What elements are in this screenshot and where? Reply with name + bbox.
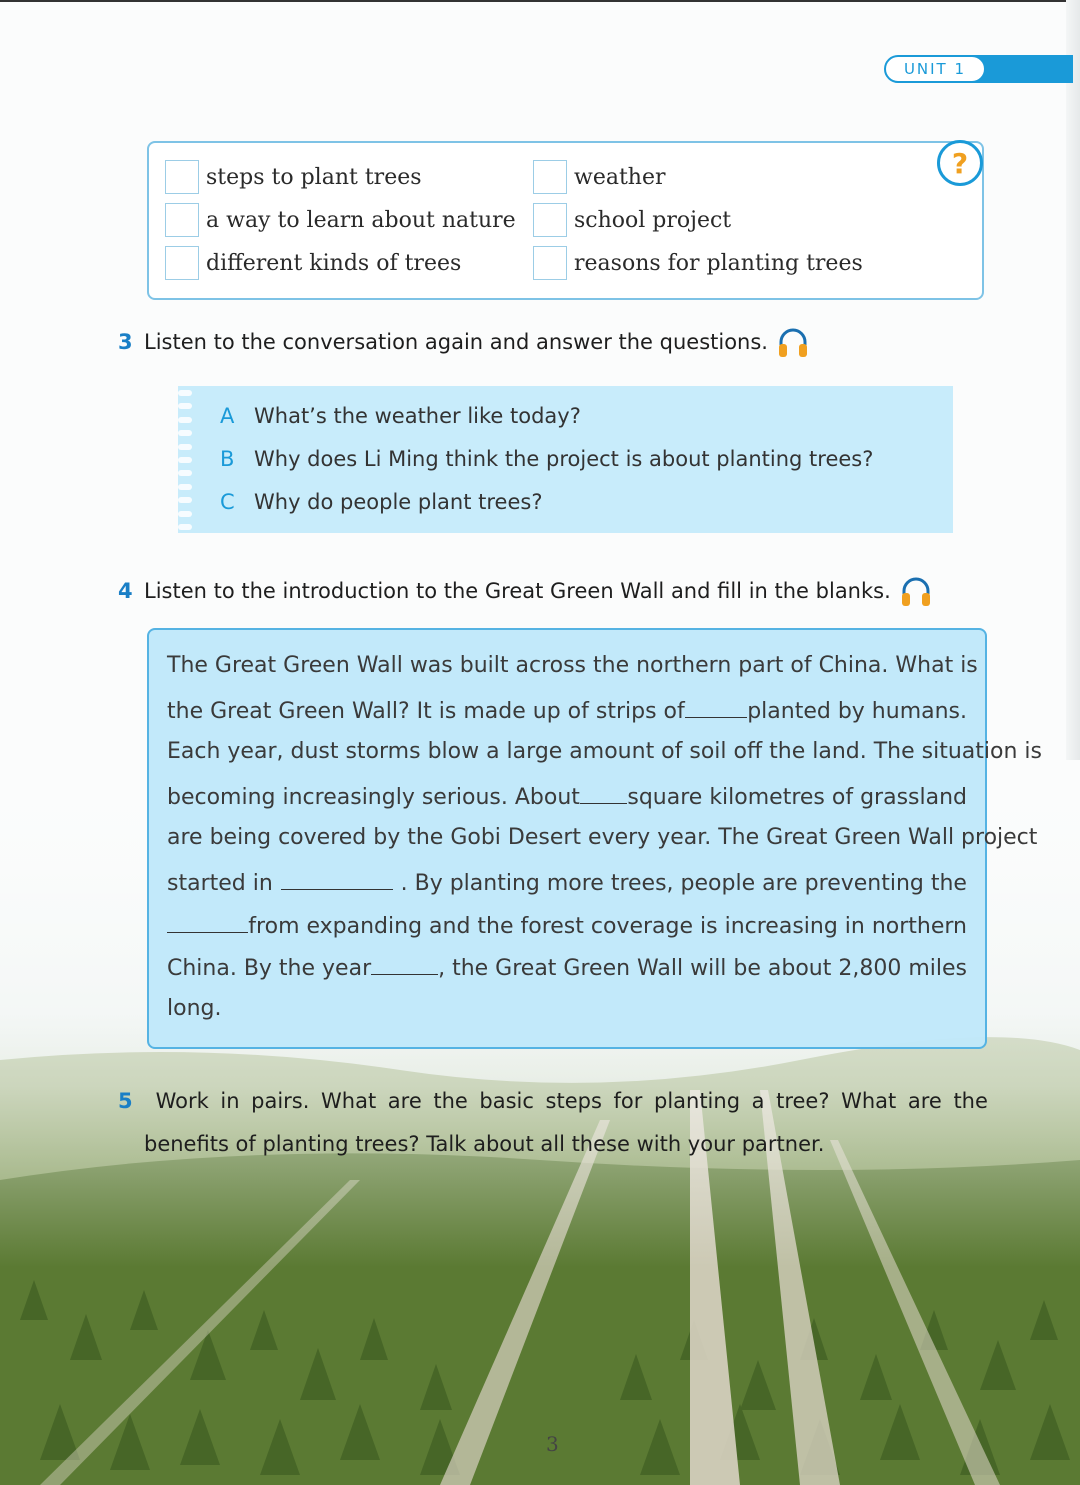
section-title: Listen to the introduction to the Great Green Wall and fill in the blanks. (144, 579, 891, 603)
question-text: What’s the weather like today? (254, 404, 581, 428)
passage-line (167, 782, 967, 812)
notebook-binding (178, 390, 194, 530)
headphones-icon[interactable] (899, 575, 933, 609)
passage-text: the Great Green Wall? It is made up of strips of (167, 699, 685, 724)
question-item (220, 447, 873, 471)
passage-line (167, 653, 978, 683)
passage-text: The Great Green Wall was built across the northern part of China. What is (167, 653, 978, 678)
page-number: 3 (546, 1432, 559, 1456)
word: What (841, 1089, 897, 1113)
section-3-heading (118, 330, 810, 360)
word: a (751, 1089, 765, 1113)
checklist-option[interactable] (533, 159, 666, 195)
passage-line (167, 911, 967, 941)
passage-line (167, 739, 1042, 769)
passage-text: from expanding and the forest coverage is increasing in northern (248, 914, 967, 939)
word: the (433, 1089, 468, 1113)
section-number: 3 (118, 330, 133, 354)
section-5-line-1 (118, 1080, 988, 1123)
headphones-icon[interactable] (776, 326, 810, 360)
checkbox[interactable] (165, 246, 199, 280)
checkbox[interactable] (165, 203, 199, 237)
checklist-option-label: steps to plant trees (206, 164, 422, 190)
section-5-line-2: benefits of planting trees? Talk about all these with your partner. (144, 1132, 825, 1156)
question-text: Why does Li Ming think the project is about planting trees? (254, 447, 874, 471)
word: the (953, 1089, 988, 1113)
answer-blank[interactable] (685, 696, 747, 718)
checklist-option-label: a way to learn about nature (206, 207, 516, 233)
section-title: Listen to the conversation again and answer the questions. (144, 330, 768, 354)
word: planting (653, 1089, 741, 1113)
passage-text: started in (167, 871, 273, 896)
section-number: 5 (118, 1089, 133, 1113)
passage-line (167, 996, 967, 1026)
section-number: 4 (118, 579, 133, 603)
passage-text: , the Great Green Wall will be about 2,800 miles (438, 956, 967, 981)
question-mark-icon: ? (937, 140, 983, 186)
passage-text: becoming increasingly serious. About (167, 785, 580, 810)
checklist-option[interactable] (165, 245, 461, 281)
question-letter: B (220, 447, 235, 471)
word: What (321, 1089, 377, 1113)
word: in (220, 1089, 240, 1113)
answer-blank[interactable] (167, 911, 248, 933)
checklist-option-label: school project (574, 207, 732, 233)
answer-blank[interactable] (371, 953, 438, 975)
word: are (387, 1089, 422, 1113)
checklist-option-label: reasons for planting trees (574, 250, 863, 276)
checklist-option[interactable] (165, 202, 516, 238)
checkbox[interactable] (533, 246, 567, 280)
word: tree? (776, 1089, 830, 1113)
passage-text: are being covered by the Gobi Desert every year. The Great Green Wall project (167, 825, 1038, 850)
page-top-edge (0, 0, 1080, 2)
checklist-option-label: weather (574, 164, 666, 190)
question-item (220, 490, 542, 514)
passage-text: . By planting more trees, people are preventing the (400, 871, 967, 896)
answer-blank[interactable] (281, 868, 393, 890)
checklist-option[interactable] (165, 159, 422, 195)
checkbox[interactable] (533, 203, 567, 237)
passage-text: square kilometres of grassland (627, 785, 967, 810)
checklist-option-label: different kinds of trees (206, 250, 462, 276)
section-5-heading (118, 1080, 988, 1166)
checklist-option[interactable] (533, 202, 731, 238)
question-letter: A (220, 404, 235, 428)
question-letter: C (220, 490, 235, 514)
question-item (220, 404, 581, 428)
word: are (907, 1089, 942, 1113)
section-4-heading (118, 579, 933, 609)
checkbox[interactable] (533, 160, 567, 194)
unit-label: UNIT 1 (884, 55, 986, 83)
checkbox[interactable] (165, 160, 199, 194)
word: basic (479, 1089, 534, 1113)
answer-blank[interactable] (580, 782, 627, 804)
passage-line (167, 868, 967, 898)
passage-text: long. (167, 996, 222, 1021)
passage-line (167, 825, 1038, 855)
passage-line (167, 953, 967, 983)
passage-text: planted by humans. (747, 699, 967, 724)
passage-line (167, 696, 967, 726)
word: for (613, 1089, 643, 1113)
passage-text: China. By the year (167, 956, 372, 981)
checklist-option[interactable] (533, 245, 863, 281)
passage-text: Each year, dust storms blow a large amount of soil off the land. The situation is (167, 739, 1042, 764)
word: steps (545, 1089, 602, 1113)
word: pairs. (251, 1089, 310, 1113)
word: Work (155, 1089, 209, 1113)
question-text: Why do people plant trees? (254, 490, 543, 514)
